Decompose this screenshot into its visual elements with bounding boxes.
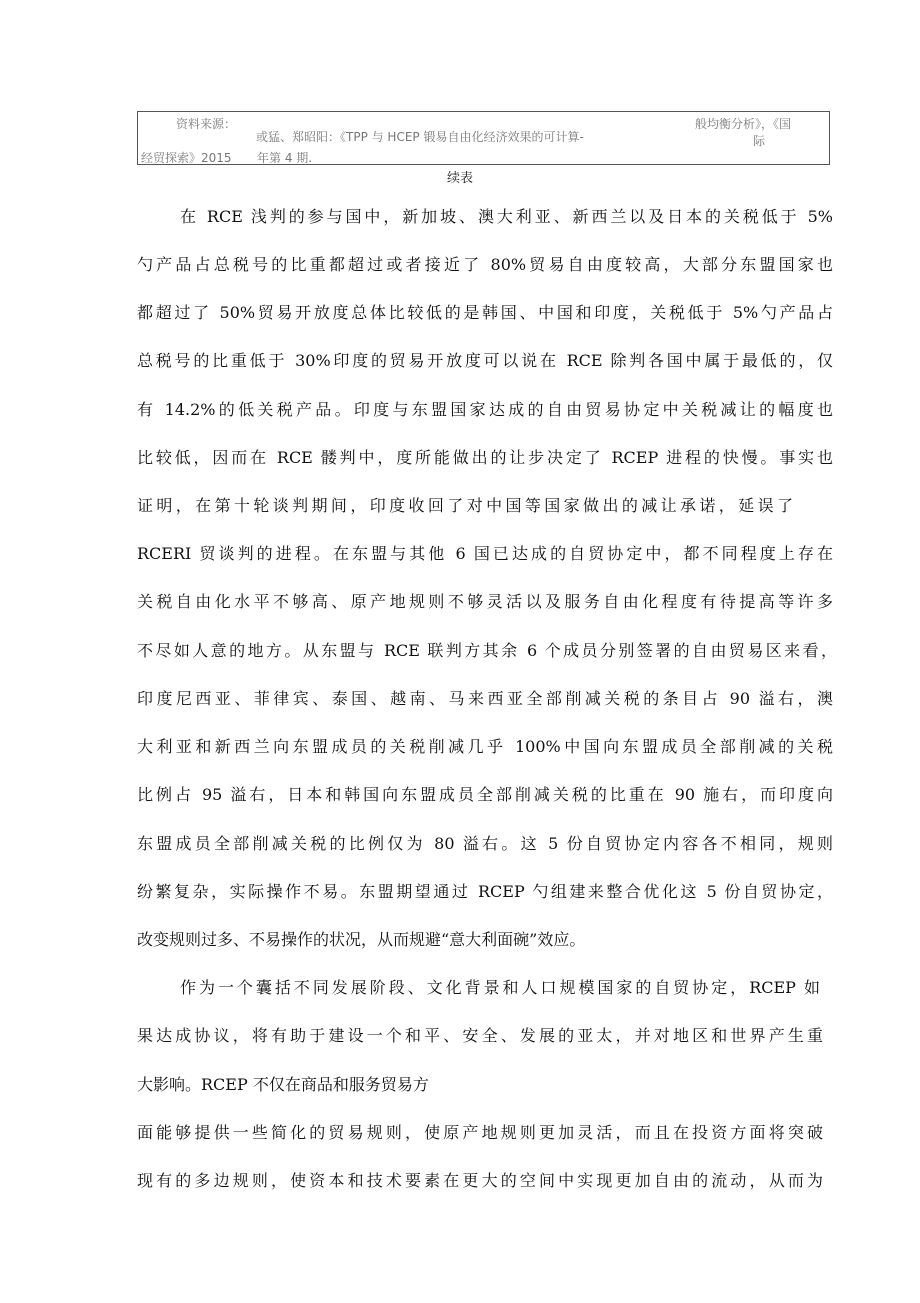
source-label: 资料来源： bbox=[176, 117, 237, 131]
source-journal: 经贸探索》2015 bbox=[141, 151, 232, 165]
text-line: 在 RCE 浅判的参与国中，新加坡、澳大利亚、新西兰以及日本的关税低于 5% bbox=[180, 207, 833, 226]
text-line: 总税号的比重低于 30%印度的贸易开放度可以说在 RCE 除判各国中属于最低的，仅 bbox=[137, 351, 833, 370]
source-analysis: 般均衡分析》，《国 bbox=[695, 117, 792, 131]
text-line: RCERI 贸谈判的进程。在东盟与其他 6 国已达成的自贸协定中，都不同程度上存在 bbox=[137, 544, 833, 563]
source-author-title: 或猛、郑昭阳：《TPP 与 HCEP 锻易自由化经济效果的可计算- bbox=[256, 130, 584, 144]
text-line: 比较低，因而在 RCE 髅判中，度所能做出的让步决定了 RCEP 进程的快慢。事实也 bbox=[137, 448, 833, 467]
text-line: 都超过了 50%贸易开放度总体比较低的是韩国、中国和印度，关税低于 5%勺产品占 bbox=[137, 303, 833, 322]
source-note-box bbox=[137, 111, 830, 165]
source-intl: 际 bbox=[753, 134, 766, 148]
text-line: 比例占 95 溢右，日本和韩国向东盟成员全部削减关税的比重在 90 施右，而印度向 bbox=[137, 785, 833, 804]
text-line: 现有的多边规则，使资本和技术要素在更大的空间中实现更加自由的流动，从而为 bbox=[137, 1171, 823, 1190]
table-continued-caption: 续表 bbox=[446, 171, 473, 186]
text-line: 大利亚和新西兰向东盟成员的关税削减几乎 100%中国向东盟成员全部削减的关税 bbox=[137, 737, 833, 756]
text-line: 果达成协议，将有助于建设一个和平、安全、发展的亚太，并对地区和世界产生重 bbox=[137, 1026, 823, 1045]
text-line: 不尽如人意的地方。从东盟与 RCE 联判方其余 6 个成员分别签署的自由贸易区来看， bbox=[137, 641, 837, 660]
text-line: 东盟成员全部削减关税的比例仅为 80 溢右。这 5 份自贸协定内容各不相同，规则 bbox=[137, 834, 833, 853]
text-line: 勺产品占总税号的比重都超过或者接近了 80%贸易自由度较高，大部分东盟国家也 bbox=[137, 255, 833, 274]
source-issue: 年第 4 期. bbox=[257, 151, 313, 165]
text-line: 改变规则过多、不易操作的状况，从而规避“意大利面碗”效应。 bbox=[137, 930, 586, 949]
text-line: 关税自由化水平不够高、原产地规则不够灵活以及服务自由化程度有待提高等许多 bbox=[137, 592, 833, 611]
text-line: 有 14.2%的低关税产品。印度与东盟国家达成的自由贸易协定中关税减让的幅度也 bbox=[137, 400, 833, 419]
text-line: 作为一个囊括不同发展阶段、文化背景和人口规模国家的自贸协定，RCEP 如 bbox=[180, 978, 820, 997]
text-line: 面能够提供一些简化的贸易规则，使原产地规则更加灵活，而且在投资方面将突破 bbox=[137, 1123, 823, 1142]
text-line: 大影响。RCEP 不仅在商品和服务贸易方 bbox=[137, 1075, 429, 1094]
text-line: 纷繁复杂，实际操作不易。东盟期望通过 RCEP 勺组建来整合优化这 5 份自贸协定， bbox=[137, 882, 833, 901]
text-line: 印度尼西亚、菲律宾、泰国、越南、马来西亚全部削减关税的条目占 90 溢右，澳 bbox=[137, 689, 833, 708]
text-line: 证明，在第十轮谈判期间，印度收回了对中国等国家做出的减让承诺，延误了 bbox=[137, 496, 793, 515]
